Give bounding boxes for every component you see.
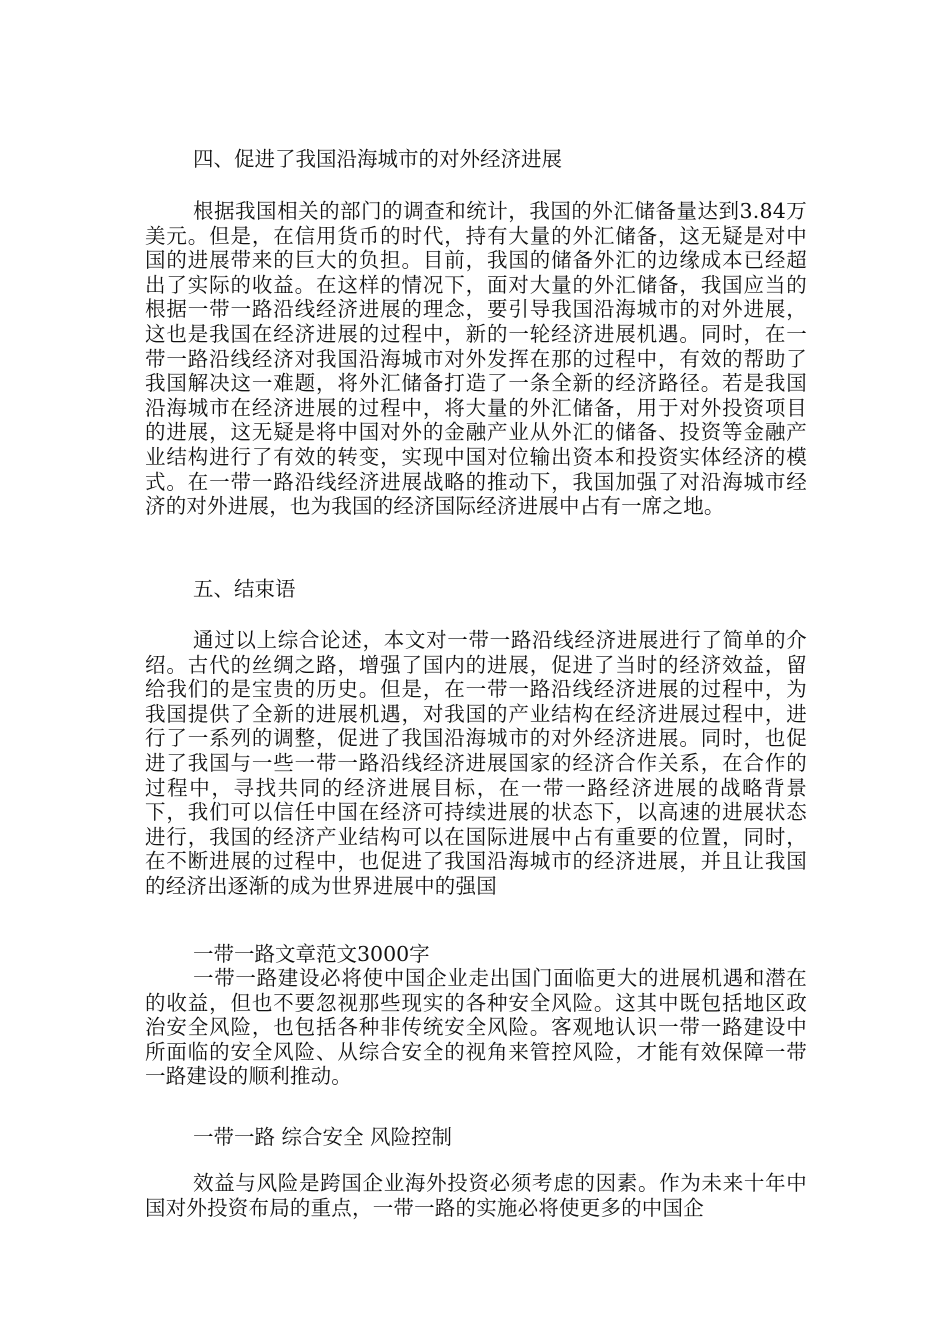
section-heading-5: 五、结束语 <box>193 577 296 601</box>
paragraph-introduction: 一带一路建设必将使中国企业走出国门面临更大的进展机遇和潜在的收益，但也不要忽视那些现实的各种安全风险。这其中既包括地区政治安全风险，也包括各种非传统安全风险。客观地认识一带一路建设中所面临的安全风险、从综合安全的视角来管控风险，才能有效保障一带一路建设的顺利推动。 <box>145 966 807 1089</box>
paragraph-foreign-exchange: 根据我国相关的部门的调查和统计，我国的外汇储备量达到3.84万美元。但是，在信用货币的时代，持有大量的外汇储备，这无疑是对中国的进展带来的巨大的负担。目前，我国的储备外汇的边缘成本已经超出了实际的收益。在这样的情况下，面对大量的外汇储备，我国应当的根据一带一路沿线经济进展的理念，要引导我国沿海城市的对外进展，这也是我国在经济进展的过程中，新的一轮经济进展机遇。同时，在一带一路沿线经济对我国沿海城市对外发挥在那的过程中，有效的帮助了我国解决这一难题，将外汇储备打造了一条全新的经济路径。若是我国沿海城市在经济进展的过程中，将大量的外汇储备，用于对外投资项目的进展，这无疑是将中国对外的金融产业从外汇的储备、投资等金融产业结构进行了有效的转变，实现中国对位输出资本和投资实体经济的模式。在一带一路沿线经济进展战略的推动下，我国加强了对沿海城市经济的对外进展，也为我国的经济国际经济进展中占有一席之地。 <box>145 199 807 519</box>
section-heading-4: 四、促进了我国沿海城市的对外经济进展 <box>193 147 562 171</box>
paragraph-risk: 效益与风险是跨国企业海外投资必须考虑的因素。作为未来十年中国对外投资布局的重点，一带一路的实施必将使更多的中国企 <box>145 1171 807 1220</box>
paragraph-conclusion: 通过以上综合论述，本文对一带一路沿线经济进展进行了简单的介绍。古代的丝绸之路，增强了国内的进展，促进了当时的经济效益，留给我们的是宝贵的历史。但是，在一带一路沿线经济进展的过程中，为我国提供了全新的进展机遇，对我国的产业结构在经济进展过程中，进行了一系列的调整，促进了我国沿海城市的对外经济进展。同时，也促进了我国与一些一带一路沿线经济进展国家的经济合作关系，在合作的过程中，寻找共同的经济进展目标，在一带一路经济进展的战略背景下，我们可以信任中国在经济可持续进展的状态下，以高速的进展状态进行，我国的经济产业结构可以在国际进展中占有重要的位置，同时，在不断进展的过程中，也促进了我国沿海城市的经济进展，并且让我国的经济出逐渐的成为世界进展中的强国 <box>145 628 807 898</box>
keywords-line: 一带一路 综合安全 风险控制 <box>193 1125 453 1149</box>
article-title: 一带一路文章范文3000字 <box>193 942 430 966</box>
